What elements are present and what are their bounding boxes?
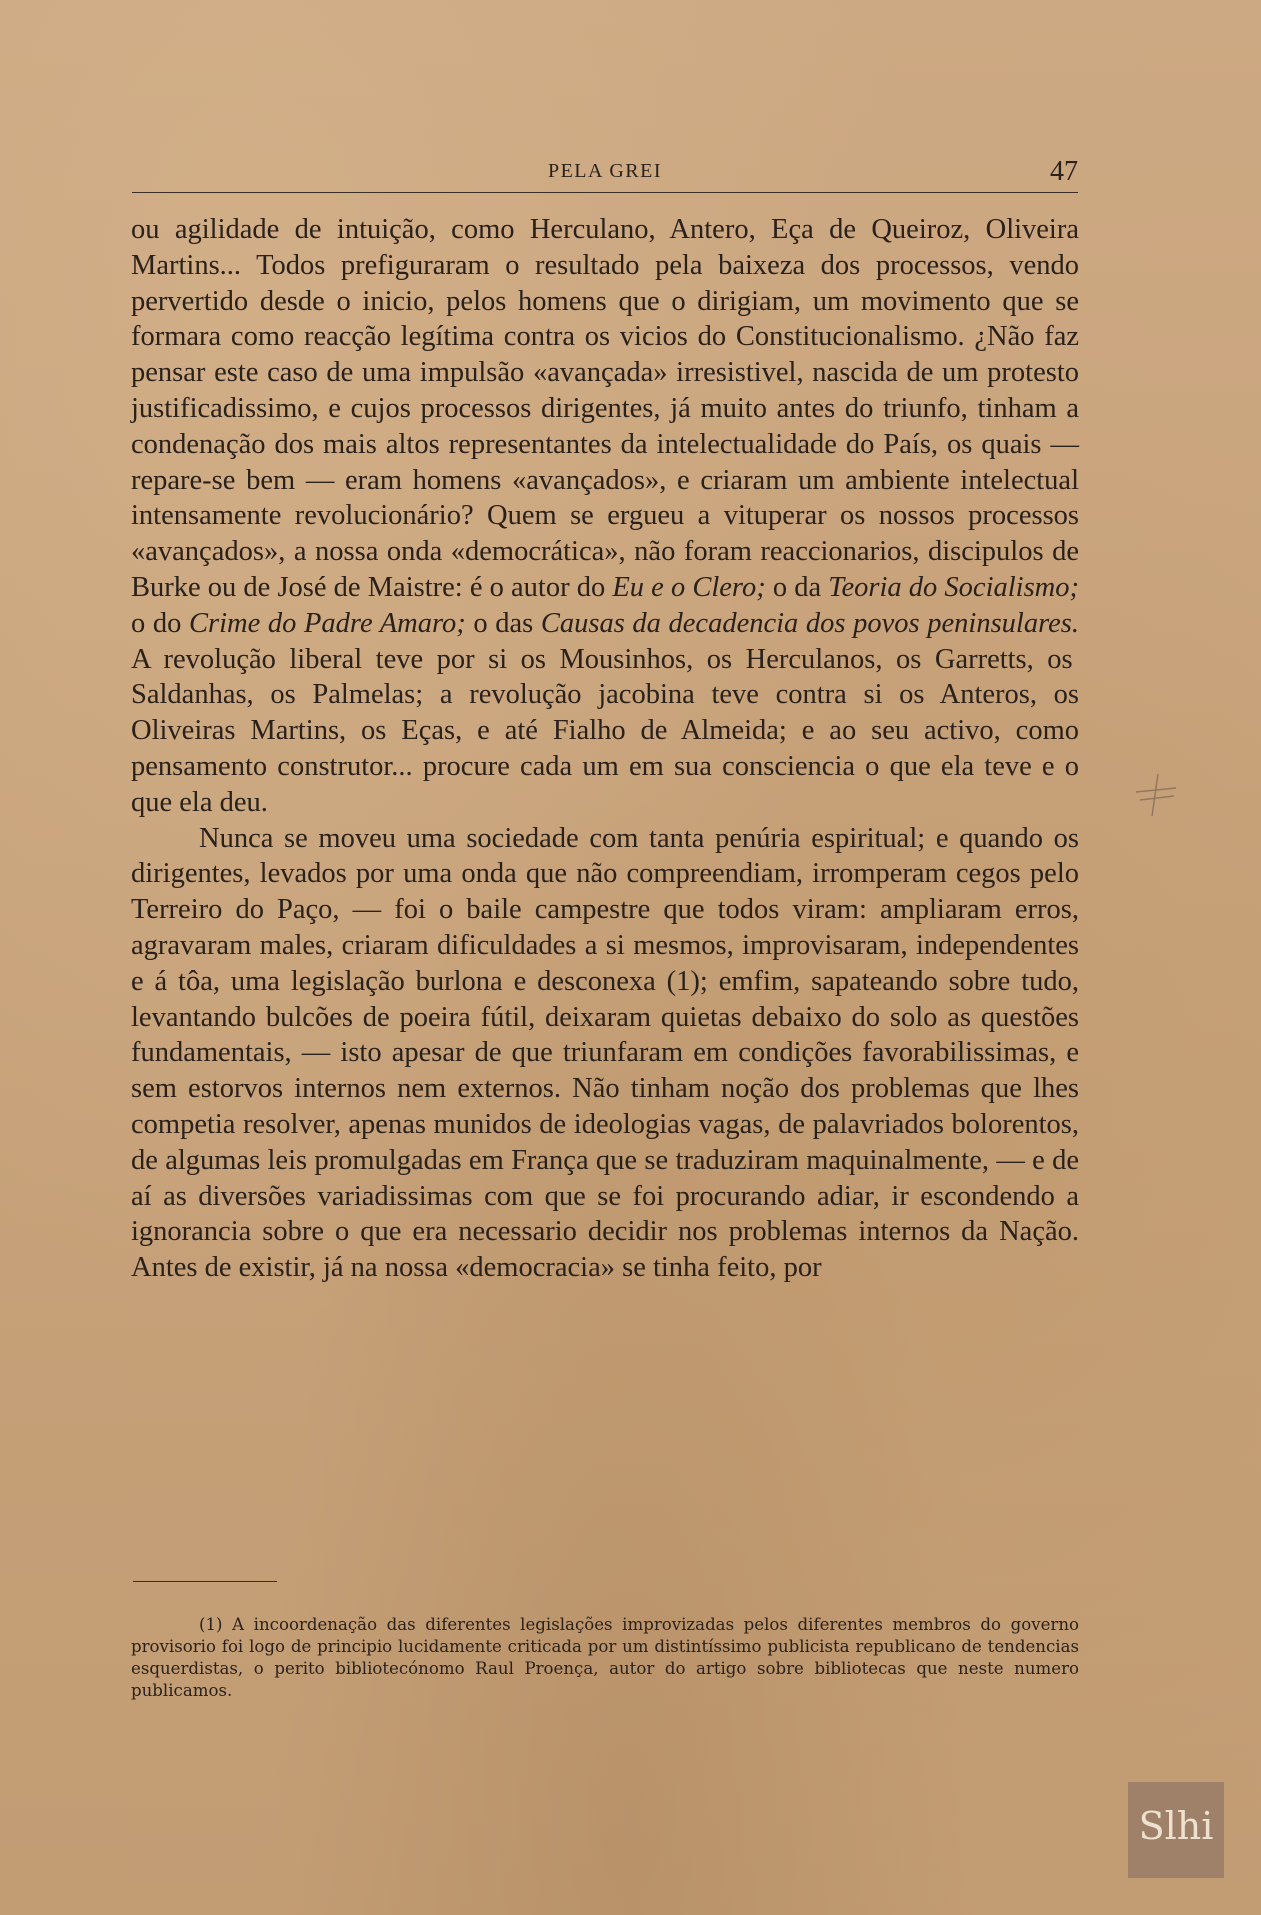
text-run: o do [131,607,189,639]
text-run: ou agilidade de intuição, como Herculano, Antero, Eça de Queiroz, Oliveira Martins... Todos prefiguraram o resultado pela baixeza dos processos, vendo pervertido desde o inicio, pelos homens que o dirigiam, um movimento que se formara como reacção legítima contra os vicios do Constitucionalismo. ¿Não faz pensar este caso de uma impulsão «avançada» irresistivel, nascida de um protesto justificadissimo, e cujos processos dirigentes, já muito antes do triunfo, tinham a condenação dos mais altos representantes da intelectualidade do País, os quais — repare-se bem — eram homens «avançados», e criaram um ambiente intelectual intensamente revolucionário? Quem se ergueu a vituperar os nossos processos «avançados», a nossa onda «democrática», não foram reaccionarios, discipulos de Burke ou de José de Maistre: é o autor do [131,214,1079,603]
library-stamp-logo [1128,1782,1224,1878]
text-run: Nunca se moveu uma sociedade com tanta penúria espiritual; e quando os dirigentes, levados por uma onda que não compreendiam, irromperam cegos pelo Terreiro do Paço, — foi o baile campestre que todos viram: ampliaram erros, agravaram males, criaram dificuldades a si mesmos, improvisaram, independentes e á tôa, uma legislação burlona e desconexa (1); emfim, sapateando sobre tudo, levantando bulcões de poeira fútil, deixaram quietas debaixo do solo as questões fundamentais, — isto apesar de que triunfaram em condições favorabilissimas, e sem estorvos internos nem externos. Não tinham noção dos problemas que lhes competia resolver, apenas munidos de ideologias vagas, de palavriados bolorentos, de algumas leis promulgadas em França que se traduziram maquinalmente, — e de aí as diversões variadissimas com que se foi procurando adiar, ir escondendo a ignorancia sobre o que era necessario decidir nos problemas internos da Nação. Antes de existir, já na nossa «democracia» se tinha feito, por [131,822,1079,1284]
pencil-margin-mark-icon [1130,770,1180,820]
running-header [132,158,1078,193]
paragraph [131,821,1079,1286]
body-text [131,212,1079,1286]
text-run: o da [765,571,829,603]
paragraph [131,212,1079,821]
text-run: A revolução liberal teve por si os Mousinhos, os Herculanos, os Garretts, os Saldanhas, os Palmelas; a revolução jacobina teve contra si os Anteros, os Oliveiras Martins, os Eças, e até Fialho de Almeida; e ao seu activo, como pensamento construtor... procure cada um em sua consciencia o que ela teve e o que ela deu. [131,643,1079,818]
italic-title: Teoria do Socialismo; [828,571,1080,603]
italic-title: Eu e o Clero; [612,571,766,603]
stamp-text: Slhi [1138,1804,1214,1848]
italic-title: Crime do Padre Amaro; [189,607,466,639]
page-number: 47 [1050,156,1078,187]
footnote: (1) A incoordenação das diferentes legislações improvizadas pelos diferentes membros do governo provisorio foi logo de principio lucidamente criticada por um distintíssimo publicista republicano de tendencias esquerdistas, o perito bibliotecónomo Raul Proença, autor do artigo sobre bibliotecas que neste numero publicamos. [131,1615,1079,1700]
text-run: o das [465,607,541,639]
footnote-rule [133,1581,277,1582]
italic-title: Causas da decadencia dos povos peninsulares. [540,607,1079,639]
running-title: PELA GREI [547,160,663,182]
